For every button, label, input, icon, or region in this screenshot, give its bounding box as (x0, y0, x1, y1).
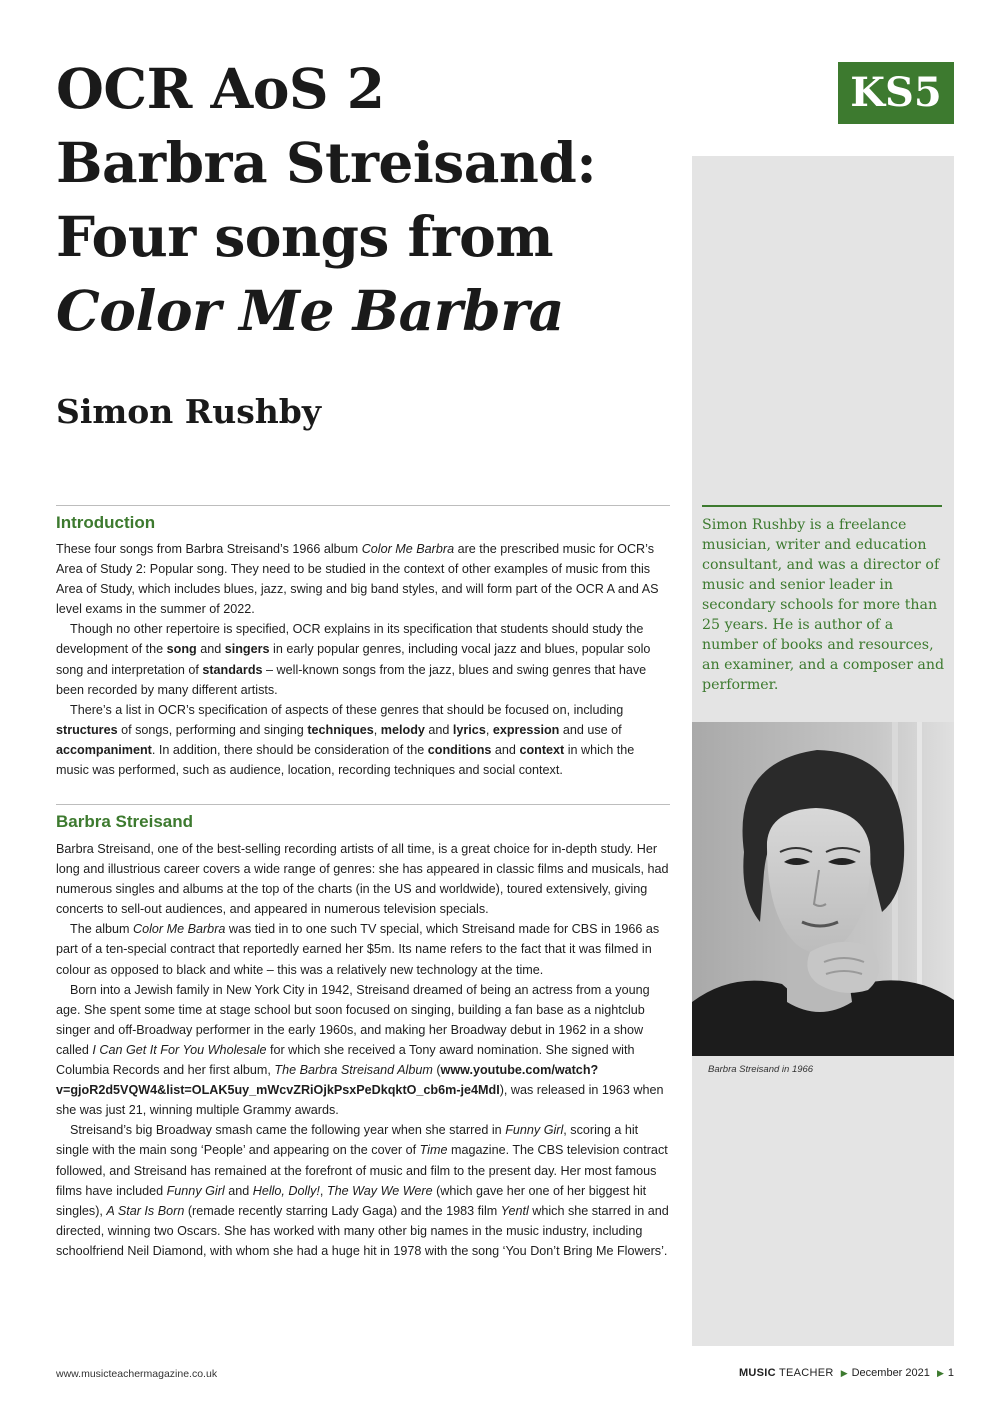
intro-paragraph-2: Though no other repertoire is specified, OCR explains in its specification that students should study the development of the song and singers in early popular genres, including vocal jazz and blues, popular solo song and interpretation of standards – well-known songs from the jazz, blues and swing genres that have been recorded by many different artists. (56, 622, 651, 697)
footer-brand-bold: MUSIC (738, 1367, 776, 1379)
section-divider (56, 804, 670, 805)
streisand-body (56, 839, 670, 1261)
author-name: Simon Rushby (56, 392, 322, 431)
title-line-1: OCR AoS 2 (56, 56, 385, 121)
photo-caption: Barbra Streisand in 1966 (708, 1064, 814, 1075)
footer-page-number: 1 (947, 1367, 954, 1379)
title-line-3: Four songs from (56, 204, 554, 269)
section-heading-streisand: Barbra Streisand (56, 812, 193, 831)
author-bio: Simon Rushby is a freelance musician, writer and education consultant, and was a director of music and senior leader in secondary schools for more than 25 years. He is author of a number of books and resources, an examiner, and a composer and performer. (702, 517, 945, 693)
title-line-2: Barbra Streisand: (56, 130, 597, 195)
triangle-right-icon: ▶ (840, 1368, 848, 1378)
title-line-4: Color Me Barbra (56, 278, 564, 343)
intro-paragraph-3: There’s a list in OCR’s specification of aspects of these genres that should be focused on, including structures of songs, performing and singing techniques, melody and lyrics, expression and use of accompaniment. In addition, there should be consideration of the conditions and context in which the music was performed, such as audience, location, recording techniques and social context. (56, 702, 635, 778)
introduction-body (56, 539, 670, 780)
portrait-illustration (692, 722, 954, 1056)
footer-issue-info (739, 1367, 954, 1379)
article-title (56, 52, 676, 348)
key-stage-badge: KS5 (838, 62, 954, 124)
album-link[interactable]: www.youtube.com/watch?v=gjoR2d5VQW4&list=OLAK5uy_mWcvZRiOjkPsxPeDkqktO_cb6m-je4MdI (56, 1063, 599, 1098)
streisand-paragraph-3: Born into a Jewish family in New York City in 1942, Streisand dreamed of being an actress from a young age. She spent some time at stage school but soon focused on singing, building a fan base as a nightclub singer and off-Broadway performer in the early 1960s, and making her Broadway debut in 1962 in a show called I Can Get It For You Wholesale for which she received a Tony award nomination. She signed with Columbia Records and her first album, The Barbra Streisand Album (www.youtube.com/watch?v=gjoR2d5VQW4&list=OLAK5uy_mWcvZRiOjkPsxPeDkqktO_cb6m-je4MdI), was released in 1963 when she was just 21, winning multiple Grammy awards. (56, 982, 664, 1118)
section-heading-introduction: Introduction (56, 513, 156, 532)
streisand-paragraph-1: Barbra Streisand, one of the best-selling recording artists of all time, is a great choice for in-depth study. Her long and illustrious career covers a wide range of genres: she has appeared in classic films and musicals, had numerous singles and albums at the top of the charts (in the US and worldwide), toured extensively, giving concerts to sell-out audiences, and appeared in numerous television specials. (56, 842, 669, 917)
footer-issue-date: December 2021 (851, 1367, 930, 1379)
portrait-photo (692, 722, 954, 1056)
intro-paragraph-1: These four songs from Barbra Streisand’s 1966 album Color Me Barbra are the prescribed music for OCR’s Area of Study 2: Popular song. They need to be studied in the context of other examples of music from this Area of Study, which includes blues, jazz, swing and big band styles, and will form part of the OCR A and AS level exams in the summer of 2022. (56, 542, 659, 617)
section-divider (56, 505, 670, 506)
footer-website[interactable]: www.musicteachermagazine.co.uk (56, 1368, 218, 1380)
bio-divider (702, 505, 942, 507)
triangle-right-icon: ▶ (936, 1368, 944, 1378)
streisand-paragraph-2: The album Color Me Barbra was tied in to one such TV special, which Streisand made for CBS in 1966 as part of a ten-special contract that reportedly earned her $5m. Its name refers to the fact that it was filmed in colour as opposed to black and white – this was a relatively new technology at the time. (56, 922, 660, 977)
footer-brand: TEACHER (778, 1367, 834, 1379)
streisand-paragraph-4: Streisand’s big Broadway smash came the following year when she starred in Funny Girl, scoring a hit single with the main song ‘People’ and appearing on the cover of Time magazine. The CBS television contract followed, and Streisand has remained at the forefront of music and film to the present day. Her most famous films have included Funny Girl and Hello, Dolly!, The Way We Were (which gave her one of her biggest hit singles), A Star Is Born (remade recently starring Lady Gaga) and the 1983 film Yentl which she starred in and directed, winning two Oscars. She has worked with many other big names in the music industry, including schoolfriend Neil Diamond, with whom she had a huge hit in 1978 with the song ‘You Don’t Bring Me Flowers’. (56, 1123, 669, 1258)
